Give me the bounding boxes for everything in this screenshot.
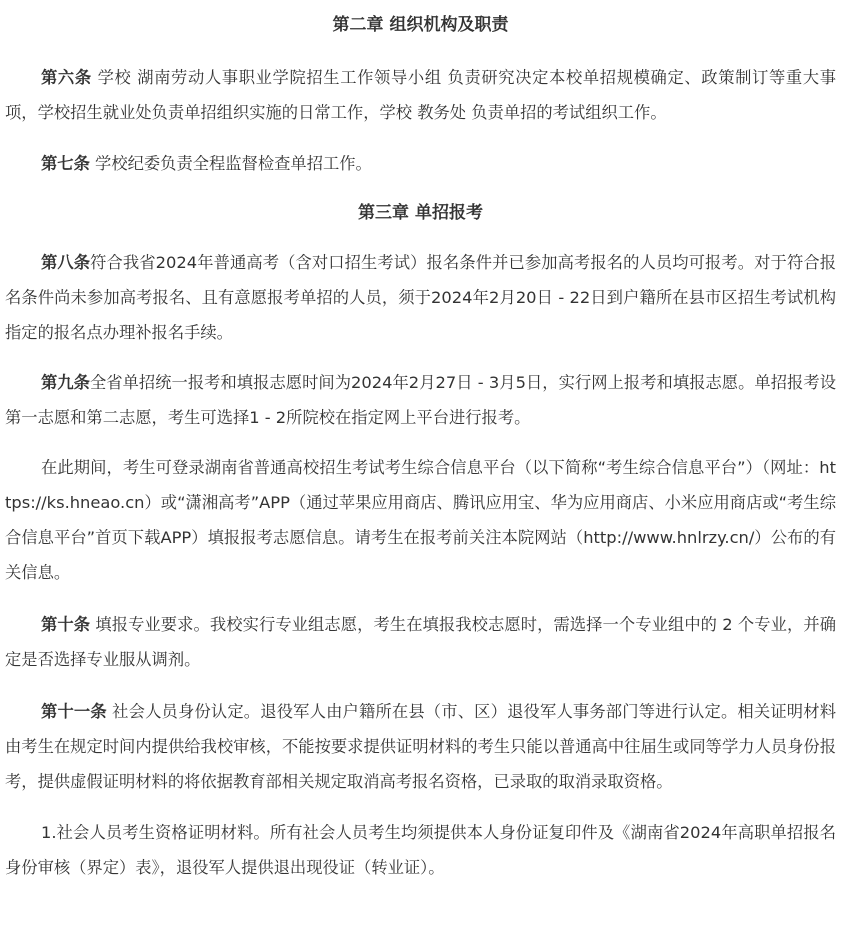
article-7 (5, 146, 836, 181)
article-8-text: 符合我省2024年普通高考（含对口招生考试）报名条件并已参加高考报名的人员均可报考。对于符合报名条件尚未参加高考报名、且有意愿报考单招的人员，须于2024年2月20日 - 22日到户籍所在县市区招生考试机构指定的报名点办理补报名手续。 (5, 253, 836, 342)
article-6 (5, 60, 836, 130)
article-11-text: 社会人员身份认定。退役军人由户籍所在县（市、区）退役军人事务部门等进行认定。相关证明材料由考生在规定时间内提供给我校审核，不能按要求提供证明材料的考生只能以普通高中往届生或同等学力人员身份报考，提供虚假证明材料的将依据教育部相关规定取消高考报名资格，已录取的取消录取资格。 (5, 702, 836, 791)
chapter-2-heading: 第二章 组织机构及职责 (332, 15, 509, 35)
article-7-text: 学校纪委负责全程监督检查单招工作。 (89, 154, 372, 173)
article-11-label: 第十一条 (41, 702, 107, 721)
article-8-label: 第八条 (41, 253, 91, 272)
article-11 (5, 694, 836, 799)
article-9-note: 在此期间，考生可登录湖南省普通高校招生考试考生综合信息平台（以下简称“考生综合信息平台”）（网址：https://ks.hneao.cn）或“潇湘高考”APP（通过苹果应用商店、腾讯应用宝、华为应用商店、小米应用商店或“考生综合信息平台”首页下载APP）填报报考志愿信息。请考生在报考前关注本院网站（http://www.hnlrzy.cn/）公布的有关信息。 (5, 458, 836, 582)
article-8 (5, 245, 836, 350)
article-9-text: 全省单招统一报考和填报志愿时间为2024年2月27日 - 3月5日，实行网上报考和填报志愿。单招报考设第一志愿和第二志愿，考生可选择1 - 2所院校在指定网上平台进行报考。 (5, 373, 836, 427)
article-6-text: 学校 湖南劳动人事职业学院招生工作领导小组 负责研究决定本校单招规模确定、政策制订等重大事项，学校招生就业处负责单招组织实施的日常工作，学校 教务处 负责单招的考试组织工作。 (5, 68, 836, 122)
article-6-label: 第六条 (41, 68, 92, 87)
article-11-item-1: 1.社会人员考生资格证明材料。所有社会人员考生均须提供本人身份证复印件及《湖南省2024年高职单招报名身份审核（界定）表》，退役军人提供退出现役证（转业证）。 (5, 823, 836, 877)
article-9-label: 第九条 (41, 373, 90, 392)
article-10-label: 第十条 (41, 615, 91, 634)
article-9 (5, 365, 836, 435)
article-7-label: 第七条 (41, 154, 90, 173)
chapter-3-heading: 第三章 单招报考 (358, 203, 483, 223)
article-10-text: 填报专业要求。我校实行专业组志愿，考生在填报我校志愿时，需选择一个专业组中的 2 个专业，并确定是否选择专业服从调剂。 (5, 615, 836, 669)
article-10 (5, 607, 836, 677)
